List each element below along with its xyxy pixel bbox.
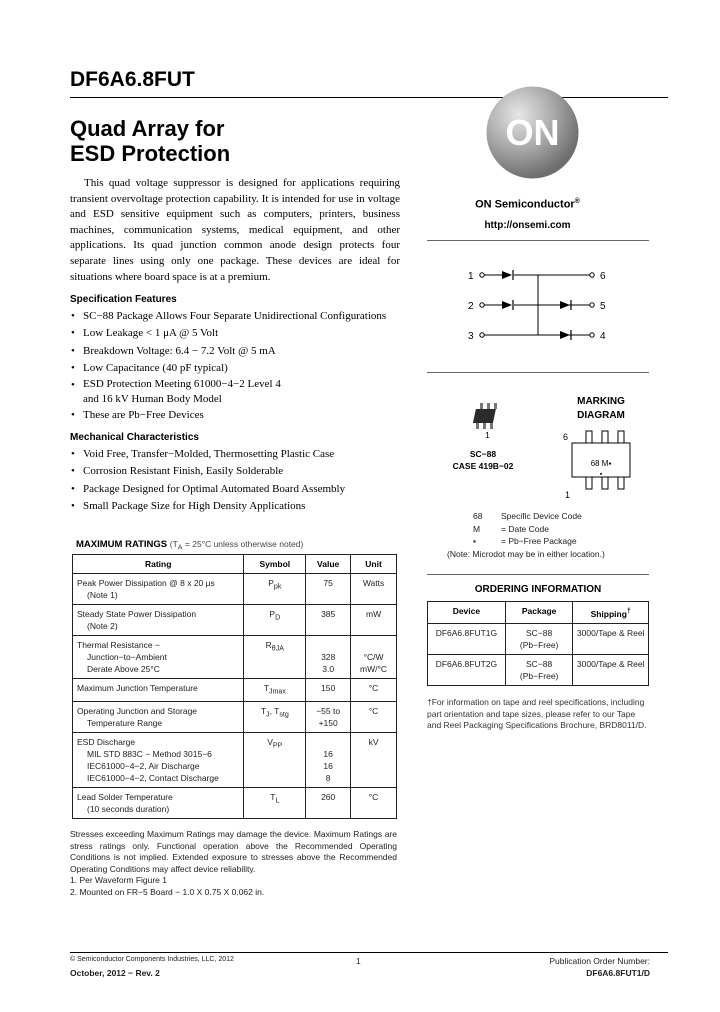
- diode-2: [502, 300, 513, 310]
- package-label: SC−88 CASE 419B−02: [452, 449, 514, 471]
- publication-label: Publication Order Number:: [549, 956, 650, 966]
- mech-heading: Mechanical Characteristics: [70, 432, 199, 443]
- on-semi-logo: [485, 85, 580, 180]
- ordering-note: †For information on tape and reel specifications, including part orientation and tape sizes, please refer to our Tape and Reel Packaging Specifications Brochure, BRD8011/D.: [427, 697, 647, 730]
- diode-1: [502, 270, 513, 280]
- list-item: • Low Leakage < 1 μA @ 5 Volt: [70, 325, 415, 342]
- list-item: • Low Capacitance (40 pF typical): [70, 360, 415, 377]
- table-row: Operating Junction and Storage Temperature Range $T_J$, $T_{stg}$ −55 to +150 °C: [73, 701, 397, 732]
- circuit-diagram: [456, 262, 626, 352]
- list-item: • Corrosion Resistant Finish, Easily Solderable: [70, 463, 415, 480]
- pin-label-1: 1: [468, 271, 474, 282]
- divider: [427, 240, 649, 241]
- list-item: • Breakdown Voltage: 6.4 − 7.2 Volt @ 5 mA: [70, 343, 415, 360]
- table-row: ESD Discharge MIL STD 883C − Method 3015−6 IEC61000−4−2, Air Discharge IEC61000−4−2, Contact Discharge $V_{PP}$ 16 16 8 kV: [73, 732, 397, 787]
- pin-label-2: 2: [468, 301, 474, 312]
- table-row: DF6A6.8FUT2G SC−88 (Pb−Free) 3000/Tape & Reel: [428, 654, 649, 685]
- list-item: • ESD Protection Meeting 61000−4−2 Level 4 and 16 kV Human Body Model: [70, 377, 415, 407]
- spec-features-heading: Specification Features: [70, 294, 177, 305]
- list-item: • SC−88 Package Allows Four Separate Unidirectional Configurations: [70, 308, 415, 325]
- part-number: DF6A6.8FUT: [70, 68, 195, 91]
- pin-label-6: 6: [600, 271, 606, 282]
- table-header-row: Rating Symbol Value Unit: [73, 555, 397, 574]
- company-name: ON Semiconductor®: [475, 198, 580, 211]
- diode-4: [560, 330, 571, 340]
- table-header-row: Device Package Shipping†: [428, 602, 649, 624]
- company-url[interactable]: http://onsemi.com: [484, 220, 571, 231]
- ordering-title: ORDERING INFORMATION: [474, 584, 602, 595]
- max-ratings-table: [72, 554, 397, 819]
- intro-paragraph: This quad voltage suppressor is designed for applications requiring transient overvoltage protection capability. It is intended for use in voltage and ESD sensitive equipment such as computers, printers, business machines, communication systems, medical equipment, and other applications. Its quad junction common anode design protects four separate lines using only one package. These devices are ideal for situations where board space is at a premium.: [70, 177, 400, 283]
- divider: [427, 574, 649, 575]
- page-title: Quad Array for ESD Protection: [70, 116, 231, 166]
- marking-code: 68 M▪: [590, 459, 612, 468]
- marking-pin-1: 1: [565, 490, 571, 500]
- marking-diagram: [560, 428, 640, 500]
- publication-number: DF6A6.8FUT1/D: [586, 968, 650, 978]
- mech-list: [70, 446, 415, 515]
- revision-date: October, 2012 − Rev. 2: [70, 968, 160, 978]
- table-row: Peak Power Dissipation @ 8 x 20 μs (Note 1) $P_{pk}$ 75 Watts: [73, 574, 397, 605]
- pin-label-4: 4: [600, 331, 606, 342]
- marking-dot: ▪: [599, 471, 603, 478]
- spec-features-list: [70, 308, 415, 424]
- diode-3: [560, 300, 571, 310]
- list-item: • Void Free, Transfer−Molded, Thermosetting Plastic Case: [70, 446, 415, 463]
- list-item: • These are Pb−Free Devices: [70, 407, 415, 424]
- table-row: Lead Solder Temperature (10 seconds duration) $T_L$ 260 °C: [73, 787, 397, 818]
- list-item: • Small Package Size for High Density Applications: [70, 498, 415, 515]
- marking-title: MARKING DIAGRAM: [577, 396, 625, 421]
- table-row: Maximum Junction Temperature $T_{Jmax}$ 150 °C: [73, 679, 397, 702]
- table-row: Steady State Power Dissipation (Note 2) $P_D$ 385 mW: [73, 605, 397, 636]
- ordering-table: [427, 601, 649, 686]
- page-number: 1: [356, 956, 361, 966]
- pin-label-5: 5: [600, 301, 606, 312]
- list-item: • Package Designed for Optimal Automated Board Assembly: [70, 481, 415, 498]
- footer-rule: [70, 952, 668, 953]
- max-ratings-title: MAXIMUM RATINGS ($T_A = 25^\circ C$ unless otherwise noted): [76, 539, 304, 552]
- pin-label-3: 3: [468, 331, 474, 342]
- stress-notes: Stresses exceeding Maximum Ratings may damage the device. Maximum Ratings are stress ratings only. Functional operation above the Recommended Operating Conditions is not implied. Extended exposure to stresses above the Recommended Operating Conditions may affect device reliability. 1. Per Waveform Figure 1 2. Mounted on FR−5 Board − 1.0 X 0.75 X 0.062 in.: [70, 829, 397, 897]
- logo-text: ON: [505, 112, 560, 153]
- package-pin-1: 1: [485, 430, 490, 440]
- table-row: DF6A6.8FUT1G SC−88 (Pb−Free) 3000/Tape & Reel: [428, 623, 649, 654]
- copyright: © Semiconductor Components Industries, LLC, 2012: [70, 956, 234, 963]
- table-row: Thermal Resistance − Junction−to−Ambient Derate Above 25°C $R_{\theta JA}$ 328 3.0 °C/W mW/°C: [73, 636, 397, 679]
- marking-legend: 68 Specific Device Code M = Date Code ▪ = Pb−Free Package (Note: Microdot may be in either location.): [447, 511, 605, 559]
- divider: [427, 372, 649, 373]
- marking-pin-6: 6: [563, 432, 569, 442]
